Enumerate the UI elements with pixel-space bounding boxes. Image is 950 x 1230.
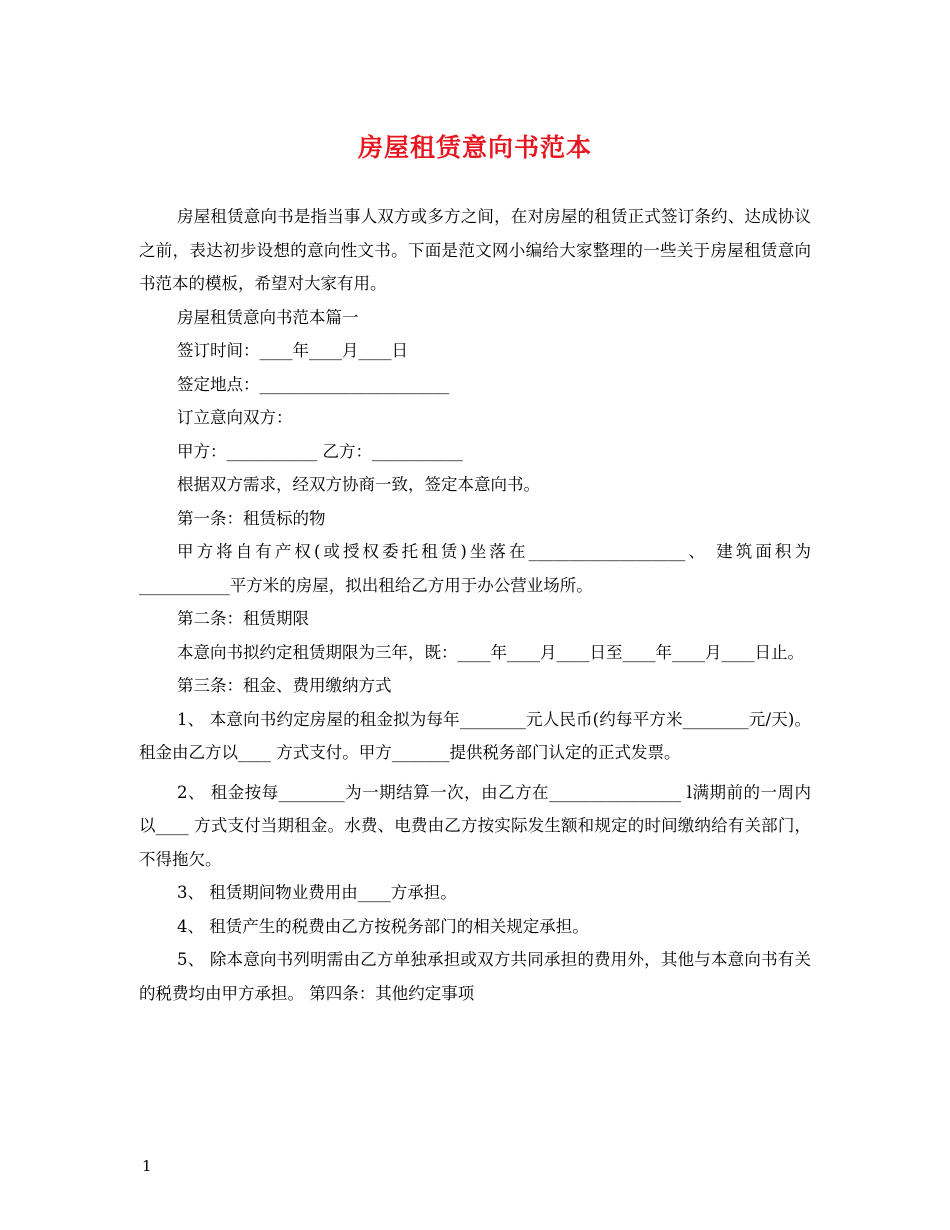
article-three-heading: 第三条：租金、费用缴纳方式 bbox=[177, 676, 392, 695]
parties-line: 甲方：___________ 乙方：___________ bbox=[177, 441, 463, 461]
document-body bbox=[139, 200, 811, 1010]
article-three-item-2: 2、 租金按每________为一期结算一次，由乙方在________________ l满期前的一周内以____ 方式支付当期租金。水费、电费由乙方按实际发生额和规定的时间缴纳给有关部门，不得拖欠。 bbox=[139, 782, 811, 869]
article-two-heading: 第二条：租赁期限 bbox=[177, 609, 309, 628]
parties-heading: 订立意向双方： bbox=[177, 408, 293, 427]
signing-place-line: 签定地点：_______________________ bbox=[177, 374, 450, 394]
agreement-statement: 根据双方需求，经双方协商一致，签定本意向书。 bbox=[177, 475, 540, 494]
article-three-item-4: 4、 租赁产生的税费由乙方按税务部门的相关规定承担。 bbox=[177, 916, 589, 936]
signing-time-line: 签订时间：____年____月____日 bbox=[177, 341, 408, 360]
article-one-heading: 第一条：租赁标的物 bbox=[177, 508, 326, 528]
section-heading-template-one: 房屋租赁意向书范本篇一 bbox=[177, 307, 359, 327]
page-number: 1 bbox=[142, 1157, 152, 1175]
document-title: 房屋租赁意向书范本 bbox=[357, 133, 592, 162]
article-three-item-5: 5、 除本意向书列明需由乙方单独承担或双方共同承担的费用外，其他与本意向书有关的税费均由甲方承担。 第四条：其他约定事项 bbox=[139, 950, 811, 1003]
article-one-body: 甲方将自有产权(或授权委托租赁)坐落在___________________、 建筑面积为___________平方米的房屋，拟出租给乙方用于办公营业场所。 bbox=[139, 542, 811, 595]
article-three-item-1: 1、 本意向书约定房屋的租金拟为每年________元人民币(约每平方米________元/天)。租金由乙方以____ 方式支付。甲方_______提供税务部门认定的正式发票。 bbox=[139, 709, 811, 762]
article-two-body: 本意向书拟约定租赁期限为三年，既：____年____月____日至____年____月____日止。 bbox=[177, 642, 804, 662]
intro-paragraph: 房屋租赁意向书是指当事人双方或多方之间，在对房屋的租赁正式签订条约、达成协议之前，表达初步设想的意向性文书。下面是范文网小编给大家整理的一些关于房屋租赁意向书范本的模板，希望对大家有用。 bbox=[139, 207, 811, 293]
article-three-item-3: 3、 租赁期间物业费用由____方承担。 bbox=[177, 883, 457, 902]
